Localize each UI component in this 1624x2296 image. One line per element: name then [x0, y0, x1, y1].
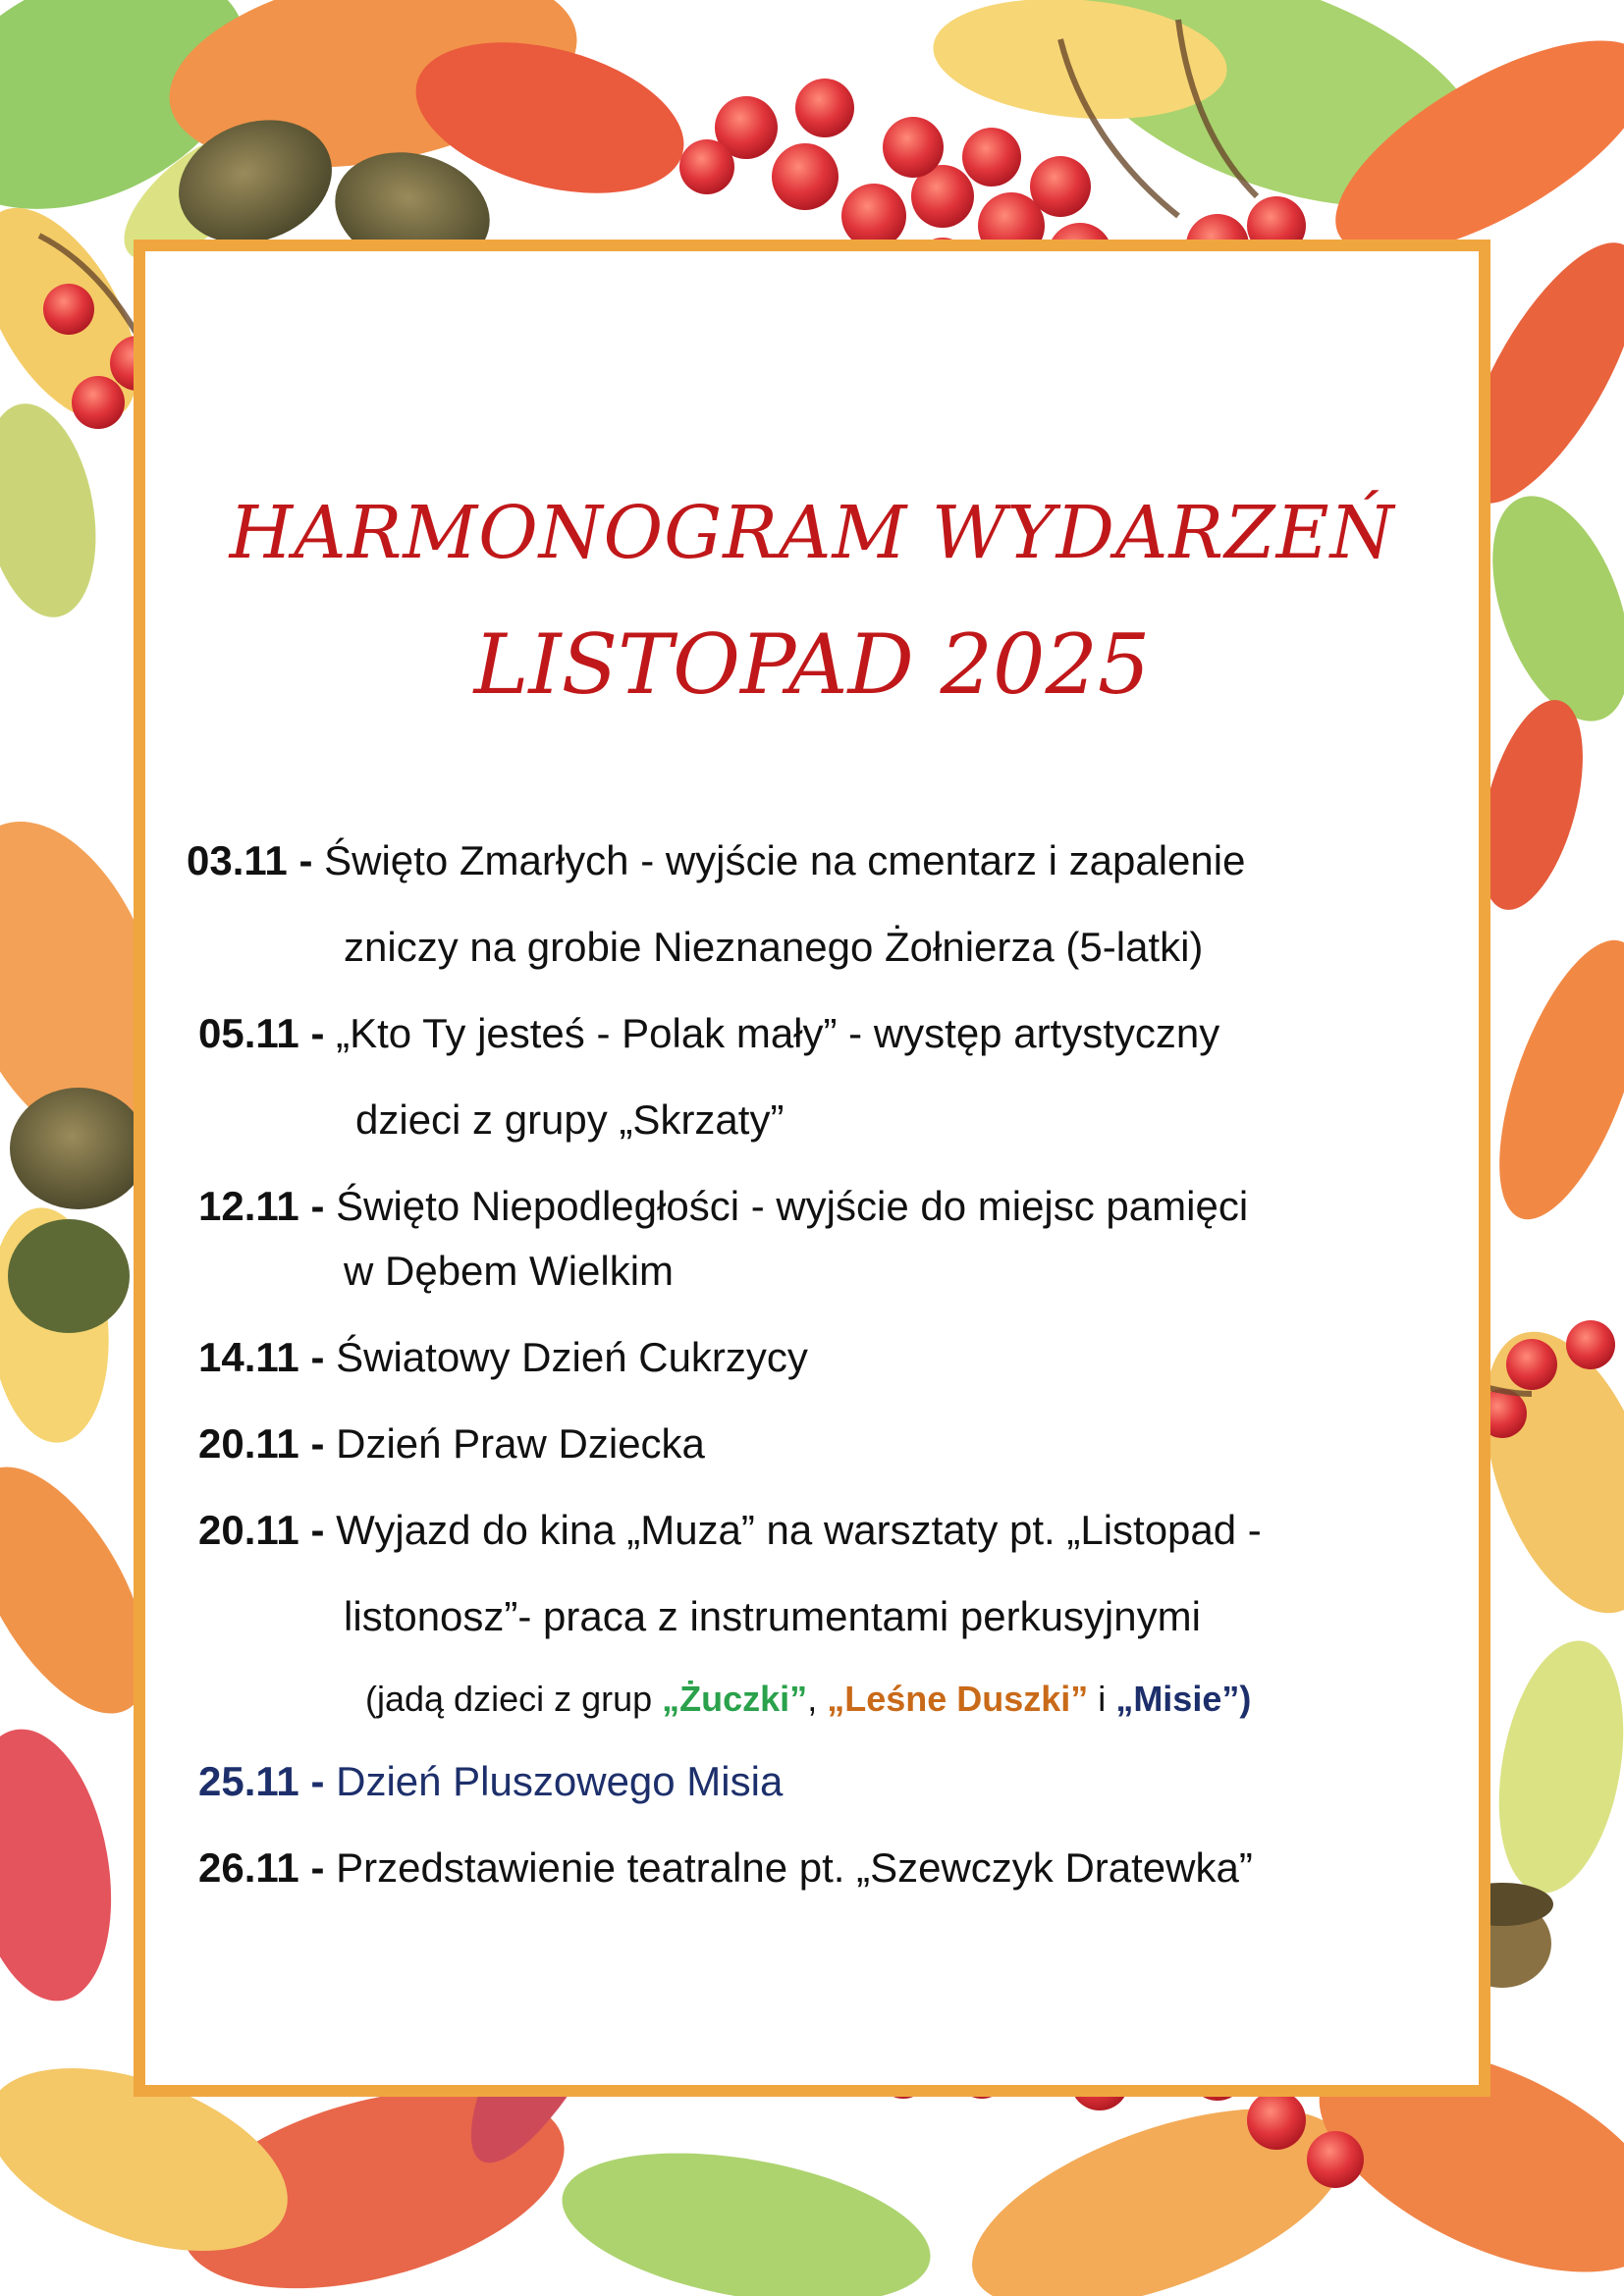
event-date: 20.11: [198, 1420, 299, 1467]
event-separator: -: [298, 1334, 337, 1380]
event-text-continued: w Dębem Wielkim: [344, 1248, 675, 1294]
event-text-continued: listonosz”- praca z instrumentami perkusyjnymi: [344, 1593, 1201, 1639]
event-item: [198, 1843, 1253, 1893]
event-item: [198, 1333, 808, 1382]
acorns-left: [8, 1088, 147, 1333]
group-zuczki: „Żuczki”: [662, 1679, 808, 1719]
group-misie: „Misie”): [1115, 1679, 1252, 1719]
event-separator: -: [298, 1844, 337, 1891]
note-comma: ,: [807, 1679, 828, 1719]
event-separator: -: [298, 1010, 337, 1056]
group-lesne-duszki: „Leśne Duszki”: [827, 1679, 1089, 1719]
event-item: [187, 836, 1245, 885]
event-separator: -: [298, 1507, 337, 1553]
event-text: „Kto Ty jesteś - Polak mały” - występ artystyczny: [336, 1010, 1220, 1056]
event-text: Światowy Dzień Cukrzycy: [336, 1334, 808, 1380]
event-text: Święto Zmarłych - wyjście na cmentarz i zapalenie: [324, 837, 1246, 883]
event-date: 14.11: [198, 1334, 299, 1380]
event-item: [198, 1419, 705, 1468]
event-item: [198, 1182, 1248, 1231]
event-text-continued: dzieci z grupy „Skrzaty”: [355, 1096, 785, 1143]
event-date: 12.11: [198, 1183, 299, 1229]
event-date: 25.11: [198, 1758, 299, 1804]
event-date: 20.11: [198, 1507, 299, 1553]
event-separator: -: [298, 1420, 337, 1467]
note-and: i: [1088, 1679, 1116, 1719]
event-date: 26.11: [198, 1844, 299, 1891]
event-text: Dzień Pluszowego Misia: [336, 1758, 784, 1804]
event-separator: -: [298, 1758, 337, 1804]
event-separator: -: [298, 1183, 337, 1229]
note-prefix: (jadą dzieci z grup: [365, 1679, 663, 1719]
event-date: 03.11: [187, 837, 288, 883]
event-note: [365, 1677, 1251, 1722]
event-date: 05.11: [198, 1010, 299, 1056]
event-text-continued: zniczy na grobie Nieznanego Żołnierza (5-latki): [344, 924, 1204, 970]
event-text: Święto Niepodległości - wyjście do miejsc pamięci: [336, 1183, 1249, 1229]
event-item: [198, 1506, 1262, 1555]
event-separator: -: [287, 837, 325, 883]
event-text: Przedstawienie teatralne pt. „Szewczyk Dratewka”: [336, 1844, 1253, 1891]
event-item-highlighted: [198, 1757, 783, 1806]
page-subtitle-month: LISTOPAD 2025: [473, 616, 1151, 713]
page-title: HARMONOGRAM WYDARZEŃ: [229, 491, 1395, 575]
event-text: Wyjazd do kina „Muza” na warsztaty pt. „Listopad -: [336, 1507, 1262, 1553]
event-item: [198, 1009, 1219, 1058]
event-text: Dzień Praw Dziecka: [336, 1420, 705, 1467]
